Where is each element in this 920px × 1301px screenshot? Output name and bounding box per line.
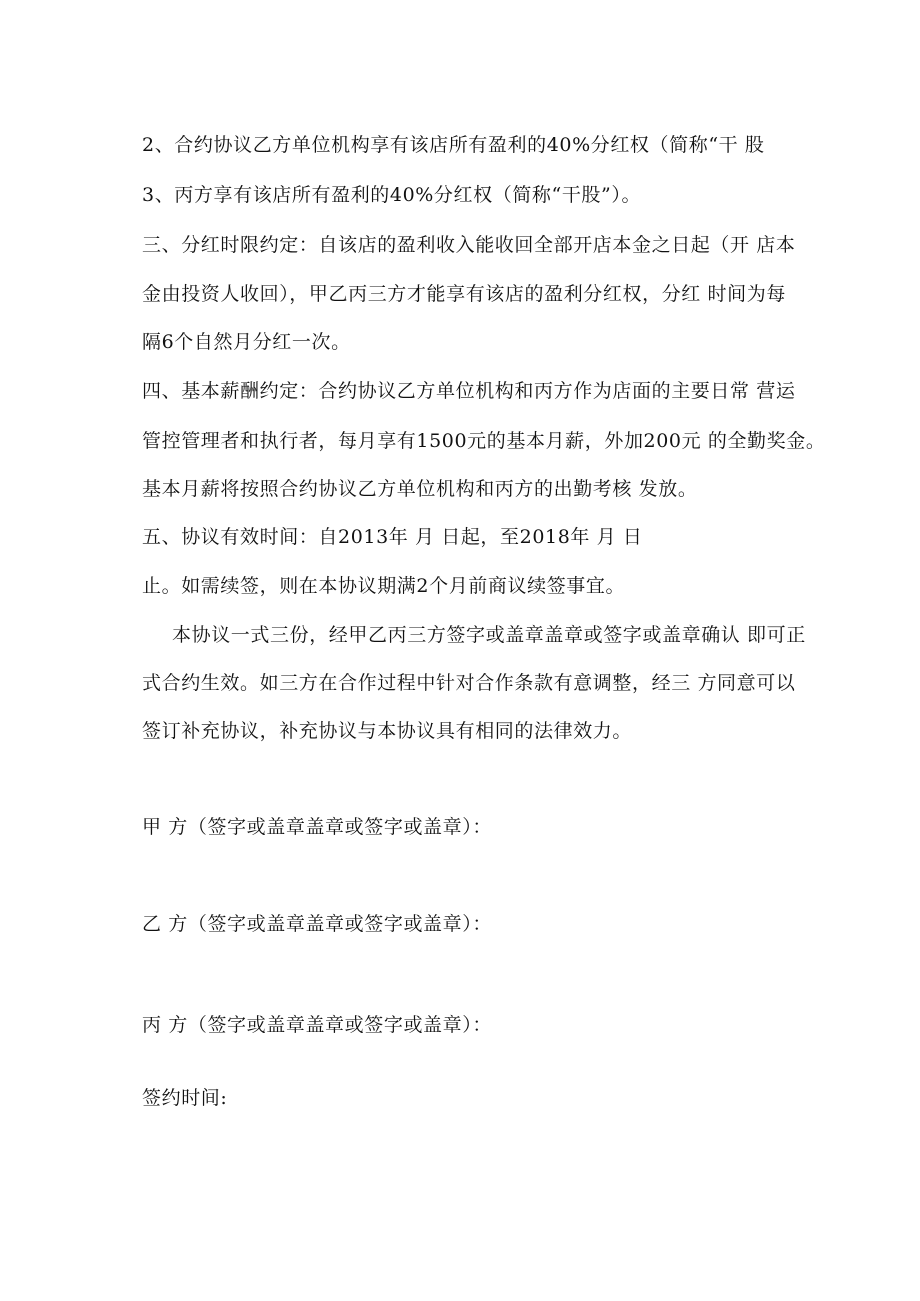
party-a-signature-line: 甲 方（签字或盖章盖章或签字或盖章）： bbox=[142, 816, 492, 838]
clause-2-line: 2、合约协议乙方单位机构享有该店所有盈利的40%分红权（简称“干 股 bbox=[142, 134, 765, 156]
closing-paragraph-line-2: 式合约生效。如三方在合作过程中针对合作条款有意调整，经三 方同意可以 bbox=[142, 672, 796, 694]
validity-term-line-1: 五、协议有效时间：自2013年 月 日起，至2018年 月 日 bbox=[142, 526, 643, 548]
dividend-term-line-1: 三、分红时限约定：自该店的盈利收入能收回全部开店本金之日起（开 店本 bbox=[142, 234, 796, 256]
signing-date-label: 签约时间: bbox=[142, 1087, 228, 1109]
validity-term-line-2: 止。如需续签，则在本协议期满2个月前商议续签事宜。 bbox=[142, 575, 626, 597]
salary-term-line-2: 管控管理者和执行者，每月享有1500元的基本月薪，外加200元 的全勤奖金。 bbox=[142, 430, 826, 452]
clause-3-line: 3、丙方享有该店所有盈利的40%分红权（简称“干股”）。 bbox=[142, 184, 642, 206]
party-b-signature-line: 乙 方（签字或盖章盖章或签字或盖章）： bbox=[142, 913, 492, 935]
salary-term-line-3: 基本月薪将按照合约协议乙方单位机构和丙方的出勤考核 发放。 bbox=[142, 478, 698, 500]
closing-paragraph-line-1: 本协议一式三份，经甲乙丙三方签字或盖章盖章或签字或盖章确认 即可正 bbox=[172, 624, 806, 646]
party-c-signature-line: 丙 方（签字或盖章盖章或签字或盖章）： bbox=[142, 1014, 492, 1036]
closing-paragraph-line-3: 签订补充协议，补充协议与本协议具有相同的法律效力。 bbox=[142, 720, 633, 742]
dividend-term-line-2: 金由投资人收回），甲乙丙三方才能享有该店的盈利分红权，分红 时间为每 bbox=[142, 283, 786, 305]
dividend-term-line-3: 隔6个自然月分红一次。 bbox=[142, 331, 351, 353]
salary-term-line-1: 四、基本薪酬约定：合约协议乙方单位机构和丙方作为店面的主要日常 营运 bbox=[142, 380, 796, 402]
